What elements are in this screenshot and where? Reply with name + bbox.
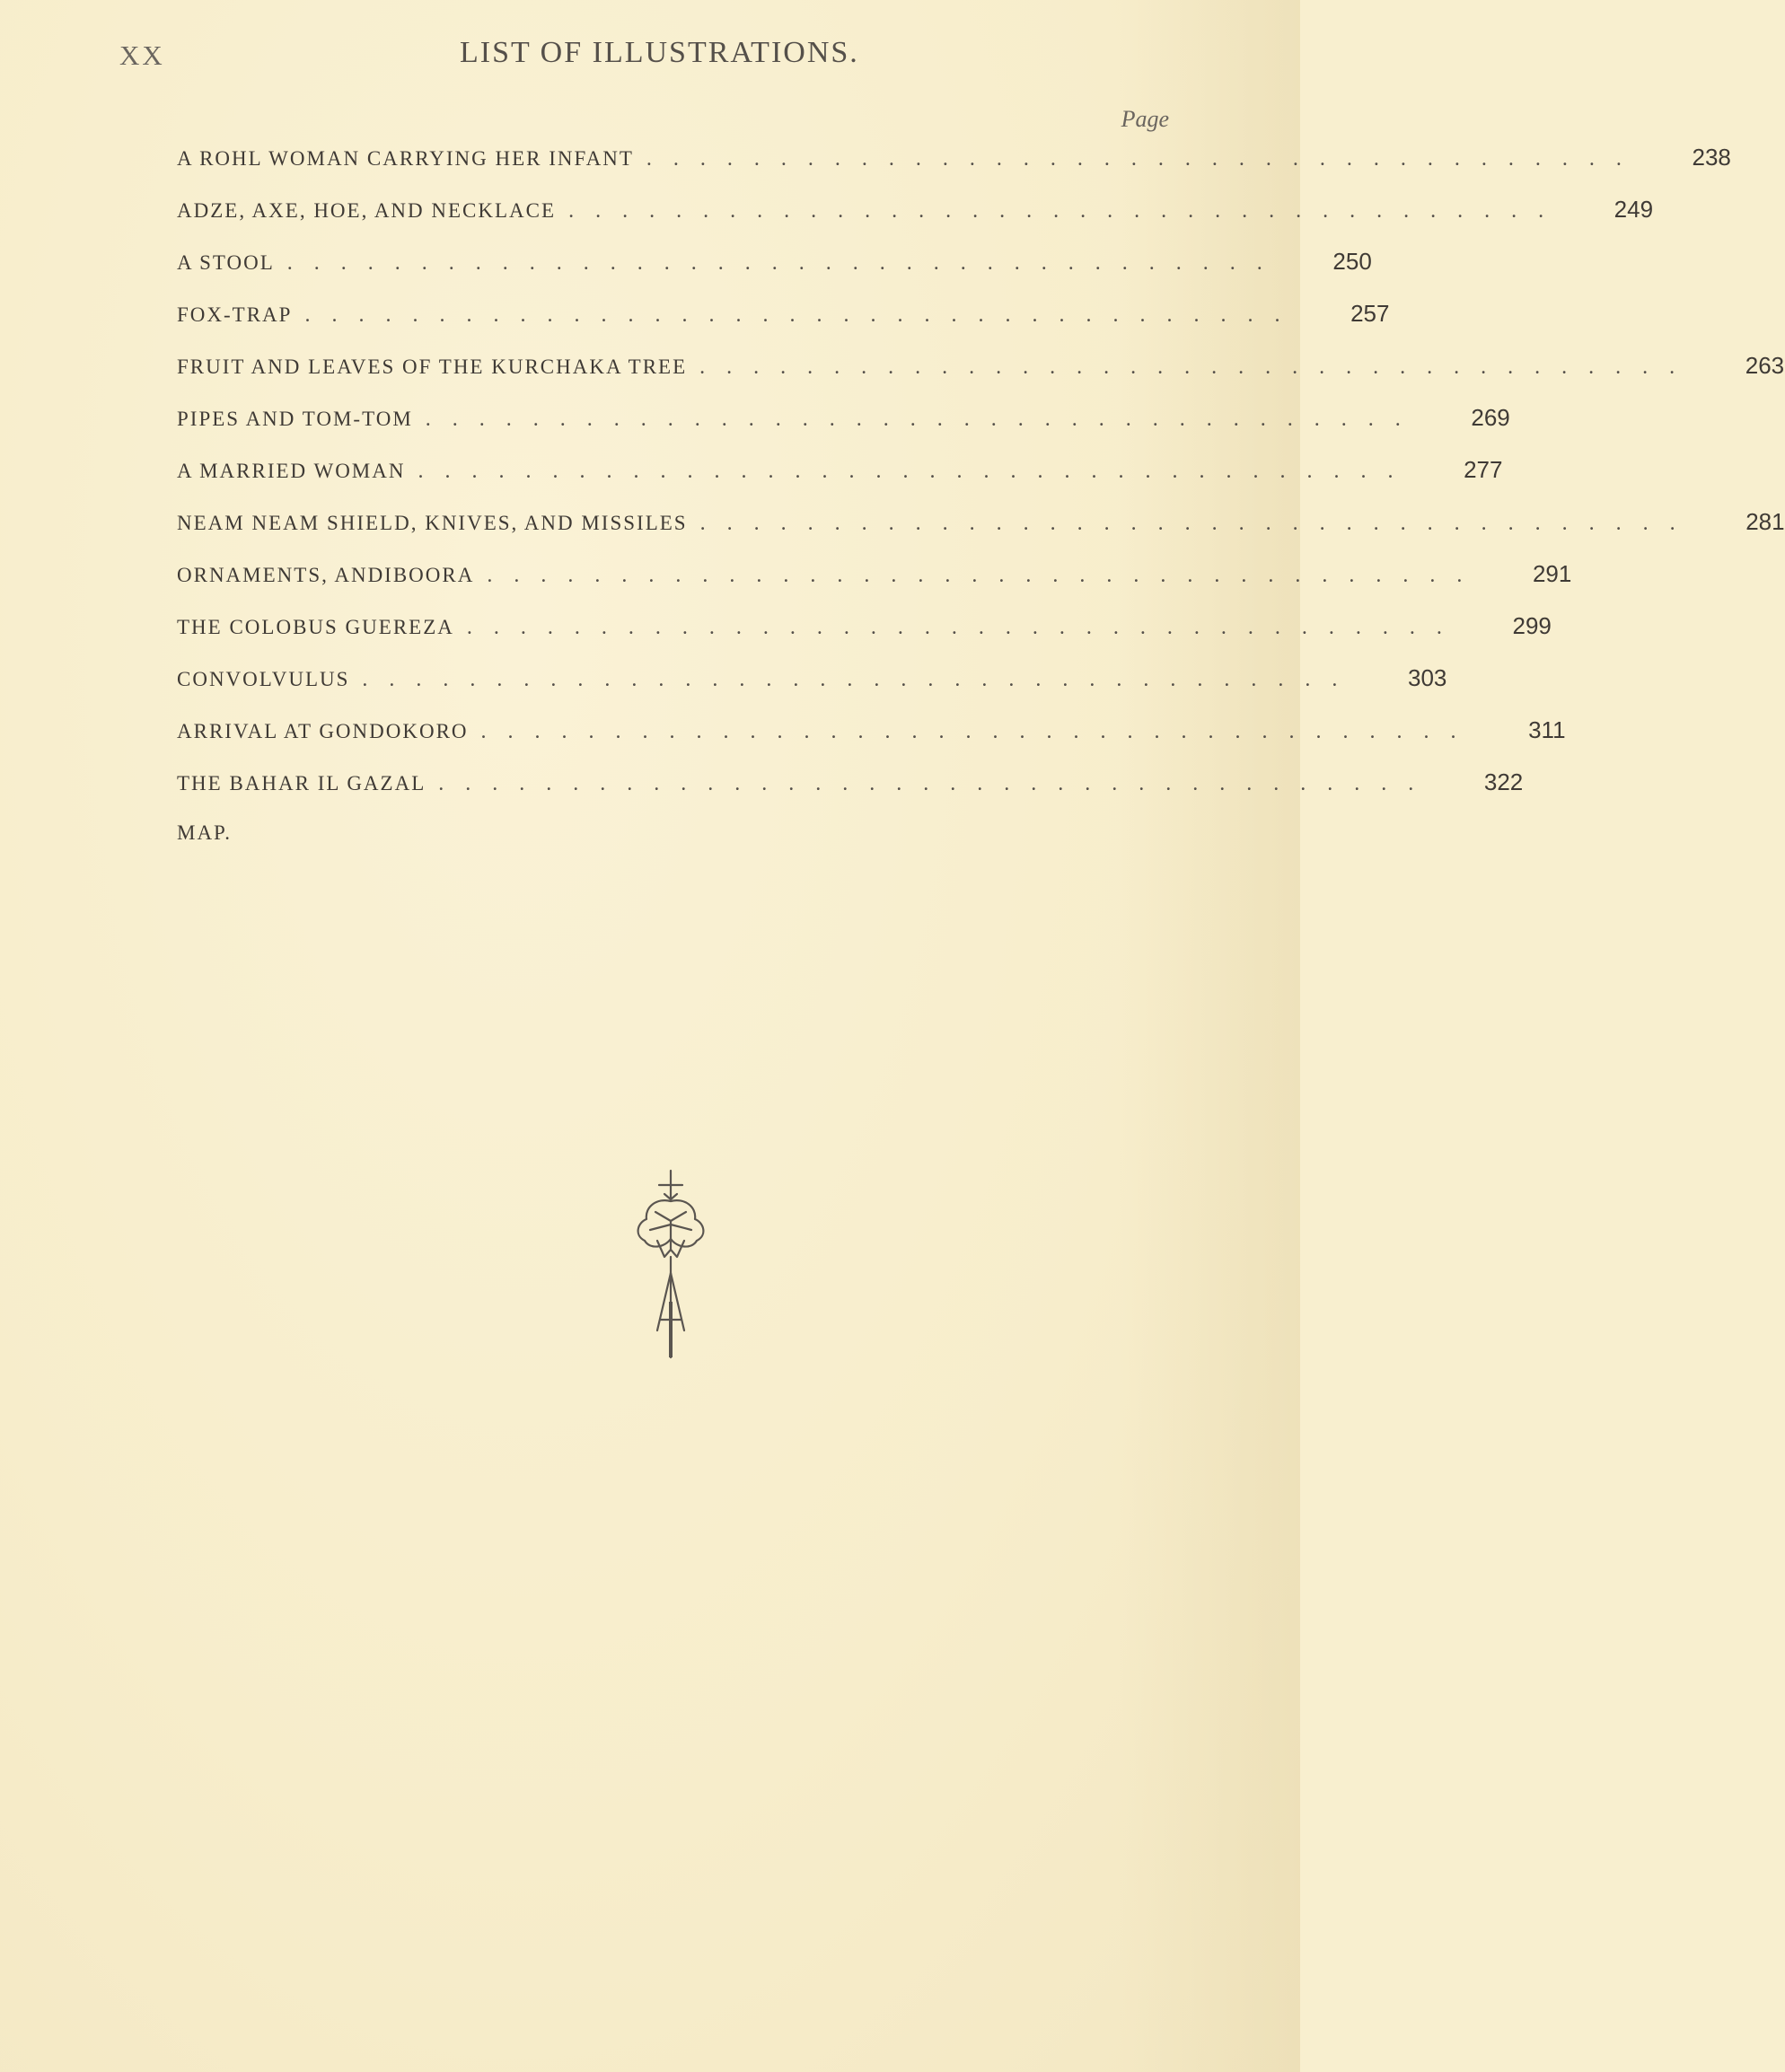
entry-page: 238 <box>1692 144 1731 171</box>
entry-title: PIPES AND TOM-TOM <box>177 408 413 430</box>
entry-title: THE BAHAR IL GAZAL <box>177 772 426 795</box>
entry-title: THE COLOBUS GUEREZA <box>177 616 454 638</box>
dot-leader: ..................................... <box>480 720 1478 743</box>
dot-leader: ..................................... <box>699 356 1697 379</box>
list-item <box>177 716 1566 768</box>
list-item <box>177 248 1372 300</box>
page-column-heading: Page <box>1121 106 1169 132</box>
dot-leader: ..................................... <box>425 408 1422 431</box>
tailpiece-ornament-icon <box>629 1167 713 1365</box>
entry-page: 299 <box>1512 612 1552 639</box>
list-item <box>177 508 1785 560</box>
dot-leader: ..................................... <box>304 303 1302 327</box>
entry-page: 249 <box>1614 196 1654 223</box>
dot-leader: ..................................... <box>699 512 1697 535</box>
list-item <box>177 196 1654 248</box>
entry-title: A ROHL WOMAN CARRYING HER INFANT <box>177 147 634 170</box>
list-item <box>177 404 1510 456</box>
entry-title: ARRIVAL AT GONDOKORO <box>177 720 469 742</box>
dot-leader: ..................................... <box>418 460 1415 483</box>
dot-leader: ..................................... <box>487 564 1484 587</box>
entry-page: 269 <box>1471 404 1510 431</box>
list-item <box>177 664 1447 716</box>
dot-leader: ..................................... <box>438 772 1436 795</box>
entry-page: 263 <box>1745 352 1785 379</box>
illustration-list <box>177 144 1785 821</box>
entry-page: 311 <box>1528 716 1566 743</box>
entry-page: 250 <box>1332 248 1372 275</box>
dot-leader: ..................................... <box>286 251 1284 275</box>
entry-page: 322 <box>1483 768 1524 795</box>
list-item <box>177 352 1785 404</box>
dot-leader: ..................................... <box>568 199 1566 223</box>
page-number: XX <box>119 40 165 71</box>
list-item <box>177 300 1390 352</box>
list-item <box>177 456 1503 508</box>
entry-page: 277 <box>1464 456 1503 483</box>
list-item <box>177 612 1552 664</box>
map-entry: MAP. <box>177 821 233 844</box>
list-item <box>177 768 1524 821</box>
entry-title: ORNAMENTS, ANDIBOORA <box>177 564 475 586</box>
entry-page: 291 <box>1532 560 1572 587</box>
entry-title: A STOOL <box>177 251 275 274</box>
entry-title: CONVOLVULUS <box>177 668 350 690</box>
running-head: LIST OF ILLUSTRATIONS. <box>460 36 859 69</box>
dot-leader: ..................................... <box>646 147 1643 171</box>
entry-page: 303 <box>1408 664 1447 691</box>
dot-leader: ..................................... <box>362 668 1359 691</box>
entry-title: ADZE, AXE, HOE, AND NECKLACE <box>177 199 557 222</box>
entry-page: 281 <box>1745 508 1785 535</box>
entry-title: FOX-TRAP <box>177 303 293 326</box>
entry-page: 257 <box>1350 300 1390 327</box>
entry-title: A MARRIED WOMAN <box>177 460 406 482</box>
entry-title: FRUIT AND LEAVES OF THE KURCHAKA TREE <box>177 356 688 378</box>
list-item <box>177 144 1731 196</box>
dot-leader: ..................................... <box>466 616 1464 639</box>
list-item <box>177 560 1572 612</box>
entry-title: NEAM NEAM SHIELD, KNIVES, AND MISSILES <box>177 512 688 534</box>
